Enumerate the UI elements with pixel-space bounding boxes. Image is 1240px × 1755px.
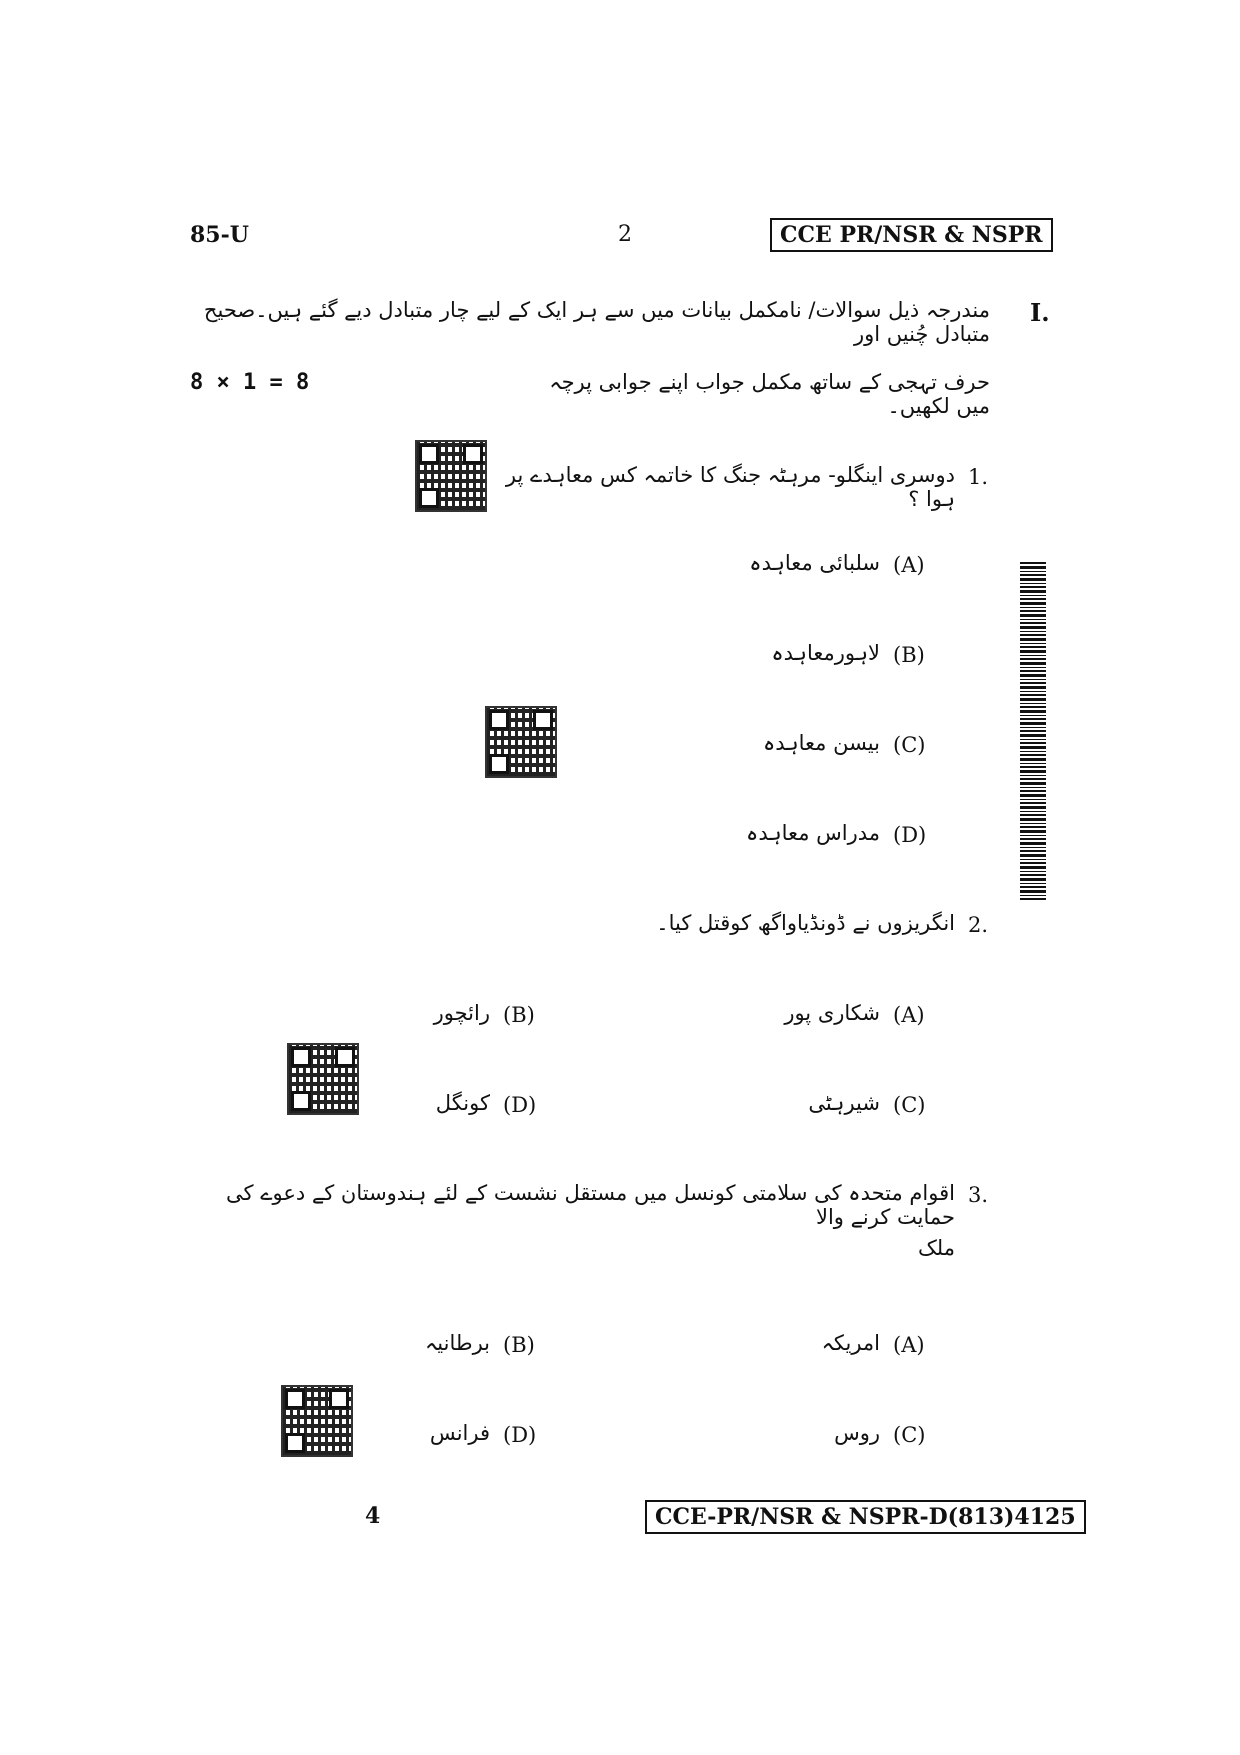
section-number: I. — [1030, 298, 1050, 327]
question-1-option-c: بیسن معاہدہ — [763, 731, 880, 755]
question-2-option-c: شیرہٹی — [808, 1091, 880, 1115]
qr-code-icon — [485, 706, 557, 778]
qr-code-icon — [415, 440, 487, 512]
question-2-option-d: کونگل — [435, 1091, 490, 1115]
question-2-text: انگریزوں نے ڈونڈیاواگھ کوقتل کیا۔ — [656, 911, 955, 935]
question-2-option-a-label: (A) — [893, 1003, 925, 1027]
question-3-number: 3. — [968, 1183, 989, 1207]
question-1-option-c-label: (C) — [893, 733, 926, 757]
question-2-option-b: رائچور — [433, 1001, 490, 1025]
question-2-option-b-label: (B) — [503, 1003, 535, 1027]
question-1-text: دوسری اینگلو- مرہٹہ جنگ کا خاتمہ کس معاہدے پر ہوا ؟ — [505, 463, 955, 511]
barcode-icon — [1020, 560, 1046, 900]
section-marks: 8 × 1 = 8 — [190, 370, 310, 395]
footer-paper-code: CCE-PR/NSR & NSPR-D(813)4125 — [645, 1500, 1086, 1534]
question-3-option-d-label: (D) — [503, 1423, 537, 1447]
question-2-option-c-label: (C) — [893, 1093, 926, 1117]
footer-page-number: 4 — [365, 1503, 381, 1529]
paper-code-right: CCE PR/NSR & NSPR — [770, 218, 1053, 252]
question-3-option-d: فرانس — [429, 1421, 490, 1445]
question-3-option-a-label: (A) — [893, 1333, 925, 1357]
question-3-option-a: امریکہ — [821, 1331, 880, 1355]
question-1-option-b-label: (B) — [893, 643, 925, 667]
paper-code-left: 85-U — [190, 222, 249, 248]
question-1-option-d-label: (D) — [893, 823, 927, 847]
question-2-option-d-label: (D) — [503, 1093, 537, 1117]
section-instruction-line1: مندرجہ ذیل سوالات/ نامکمل بیانات میں سے ہر ایک کے لیے چار متبادل دیے گئے ہیں۔صحیح متبادل چُنیں اور — [203, 298, 990, 346]
question-1-option-a-label: (A) — [893, 553, 925, 577]
question-3-text-line1: اقوام متحدہ کی سلامتی کونسل میں مستقل نشست کے لئے ہندوستان کے دعوے کی حمایت کرنے والا — [226, 1181, 955, 1229]
section-instruction-line2: حرف تہجی کے ساتھ مکمل جواب اپنے جوابی پرچہ میں لکھیں۔ — [549, 370, 990, 418]
question-1-number: 1. — [968, 465, 989, 489]
question-1-option-a: سلبائی معاہدہ — [749, 551, 880, 575]
question-1-option-d: مدراس معاہدہ — [746, 821, 880, 845]
question-3-option-c-label: (C) — [893, 1423, 926, 1447]
question-3-option-b-label: (B) — [503, 1333, 535, 1357]
question-2-option-a: شکاری پور — [784, 1001, 880, 1025]
question-3-option-c: روس — [834, 1421, 880, 1445]
question-2-number: 2. — [968, 913, 989, 937]
question-3-text-line2: ملک — [918, 1236, 955, 1260]
question-3-option-b: برطانیہ — [424, 1331, 490, 1355]
question-1-option-b: لاہورمعاہدہ — [771, 641, 880, 665]
page-number: 2 — [618, 222, 632, 247]
